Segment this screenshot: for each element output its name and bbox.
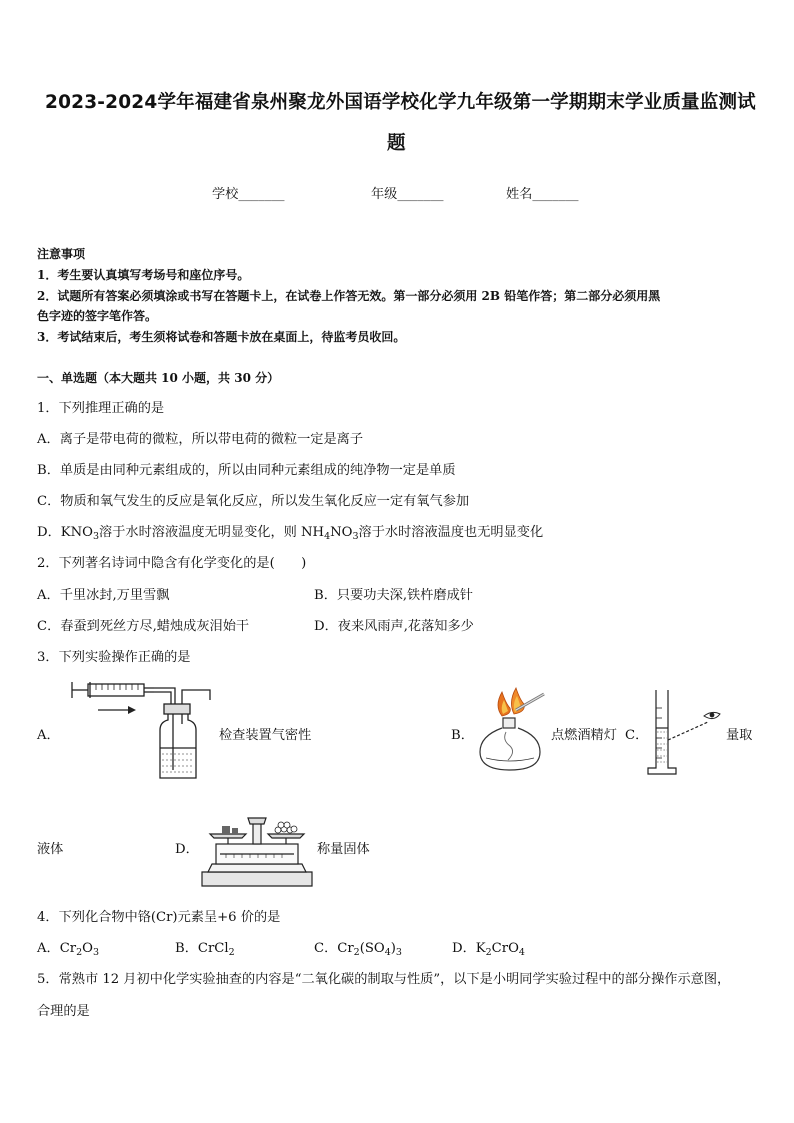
q1-stem: 1．下列推理正确的是 — [37, 401, 165, 416]
grade-field: 年级_______ — [371, 187, 444, 202]
q2-option-b: B．只要功夫深,铁杵磨成针 — [314, 588, 473, 603]
q3-option-c-label: C． — [625, 728, 649, 743]
balance-scale-icon — [198, 810, 316, 890]
name-field: 姓名_______ — [506, 187, 579, 202]
notice-item: 2．试题所有答案必须填涂或书写在答题卡上，在试卷上作答无效。第一部分必须用 2B 铅笔作答；第二部分必须用黑 — [37, 289, 661, 303]
q3-option-d-label: D． — [175, 842, 199, 857]
q3-stem: 3．下列实验操作正确的是 — [37, 650, 191, 665]
notice-heading: 注意事项 — [37, 247, 86, 261]
notice-item: 3．考试结束后，考生须将试卷和答题卡放在桌面上，待监考员收回。 — [37, 330, 406, 344]
q3-option-a-caption: 检查装置气密性 — [219, 728, 312, 743]
q2-option-a: A．千里冰封,万里雪飘 — [37, 588, 170, 603]
q1-option-c: C．物质和氧气发生的反应是氧化反应，所以发生氧化反应一定有氧气参加 — [37, 494, 470, 509]
alcohol-lamp-icon — [472, 686, 548, 776]
q4-option-a: A．$Cr_2O_3$ — [37, 941, 100, 958]
q5-stem-line-2: 合理的是 — [37, 1004, 90, 1019]
q3-option-c-caption-cont: 液体 — [37, 842, 64, 857]
q2-option-c: C．春蚕到死丝方尽,蜡烛成灰泪始干 — [37, 619, 250, 634]
exam-title-line-2: 题 — [387, 133, 406, 154]
q4-option-d: D．$K_2CrO_4$ — [452, 941, 525, 958]
q1-option-a: A．离子是带电荷的微粒，所以带电荷的微粒一定是离子 — [37, 432, 364, 447]
q1-option-b: B．单质是由同种元素组成的，所以由同种元素组成的纯净物一定是单质 — [37, 463, 456, 478]
q4-stem: 4．下列化合物中铬(Cr)元素呈+6 价的是 — [37, 910, 281, 925]
q3-option-b-label: B． — [451, 728, 474, 743]
section-heading: 一、单选题（本大题共 10 小题，共 30 分） — [37, 371, 280, 385]
q4-option-b: B．CrCl$_2$ — [175, 941, 235, 958]
q2-stem: 2．下列著名诗词中隐含有化学变化的是( ) — [37, 556, 307, 571]
q3-option-b-caption: 点燃酒精灯 — [551, 728, 617, 743]
q3-option-a-label: A． — [37, 728, 60, 743]
measuring-cylinder-icon — [644, 688, 722, 776]
q1-option-d: D．$KNO_3$溶于水时溶液温度无明显变化，则 $NH_4NO_3$溶于水时溶液温度也无明显变化 — [37, 525, 544, 542]
school-field: 学校_______ — [212, 187, 285, 202]
exam-title-line-1: 2023-2024学年福建省泉州聚龙外国语学校化学九年级第一学期期末学业质量监测试 — [45, 92, 756, 113]
notice-item: 色字迹的签字笔作答。 — [37, 309, 158, 323]
q4-option-c: C．$Cr_2(SO_4)_3$ — [314, 941, 402, 958]
airtightness-apparatus-icon — [70, 678, 215, 782]
notice-item: 1．考生要认真填写考场号和座位序号。 — [37, 268, 250, 282]
q3-option-c-caption: 量取 — [726, 728, 753, 743]
q3-option-d-caption: 称量固体 — [317, 842, 370, 857]
q2-option-d: D．夜来风雨声,花落知多少 — [314, 619, 474, 634]
q5-stem-line-1: 5．常熟市 12 月初中化学实验抽查的内容是“二氧化碳的制取与性质”，以下是小明同学实验过程中的部分操作示意图， — [37, 972, 731, 987]
